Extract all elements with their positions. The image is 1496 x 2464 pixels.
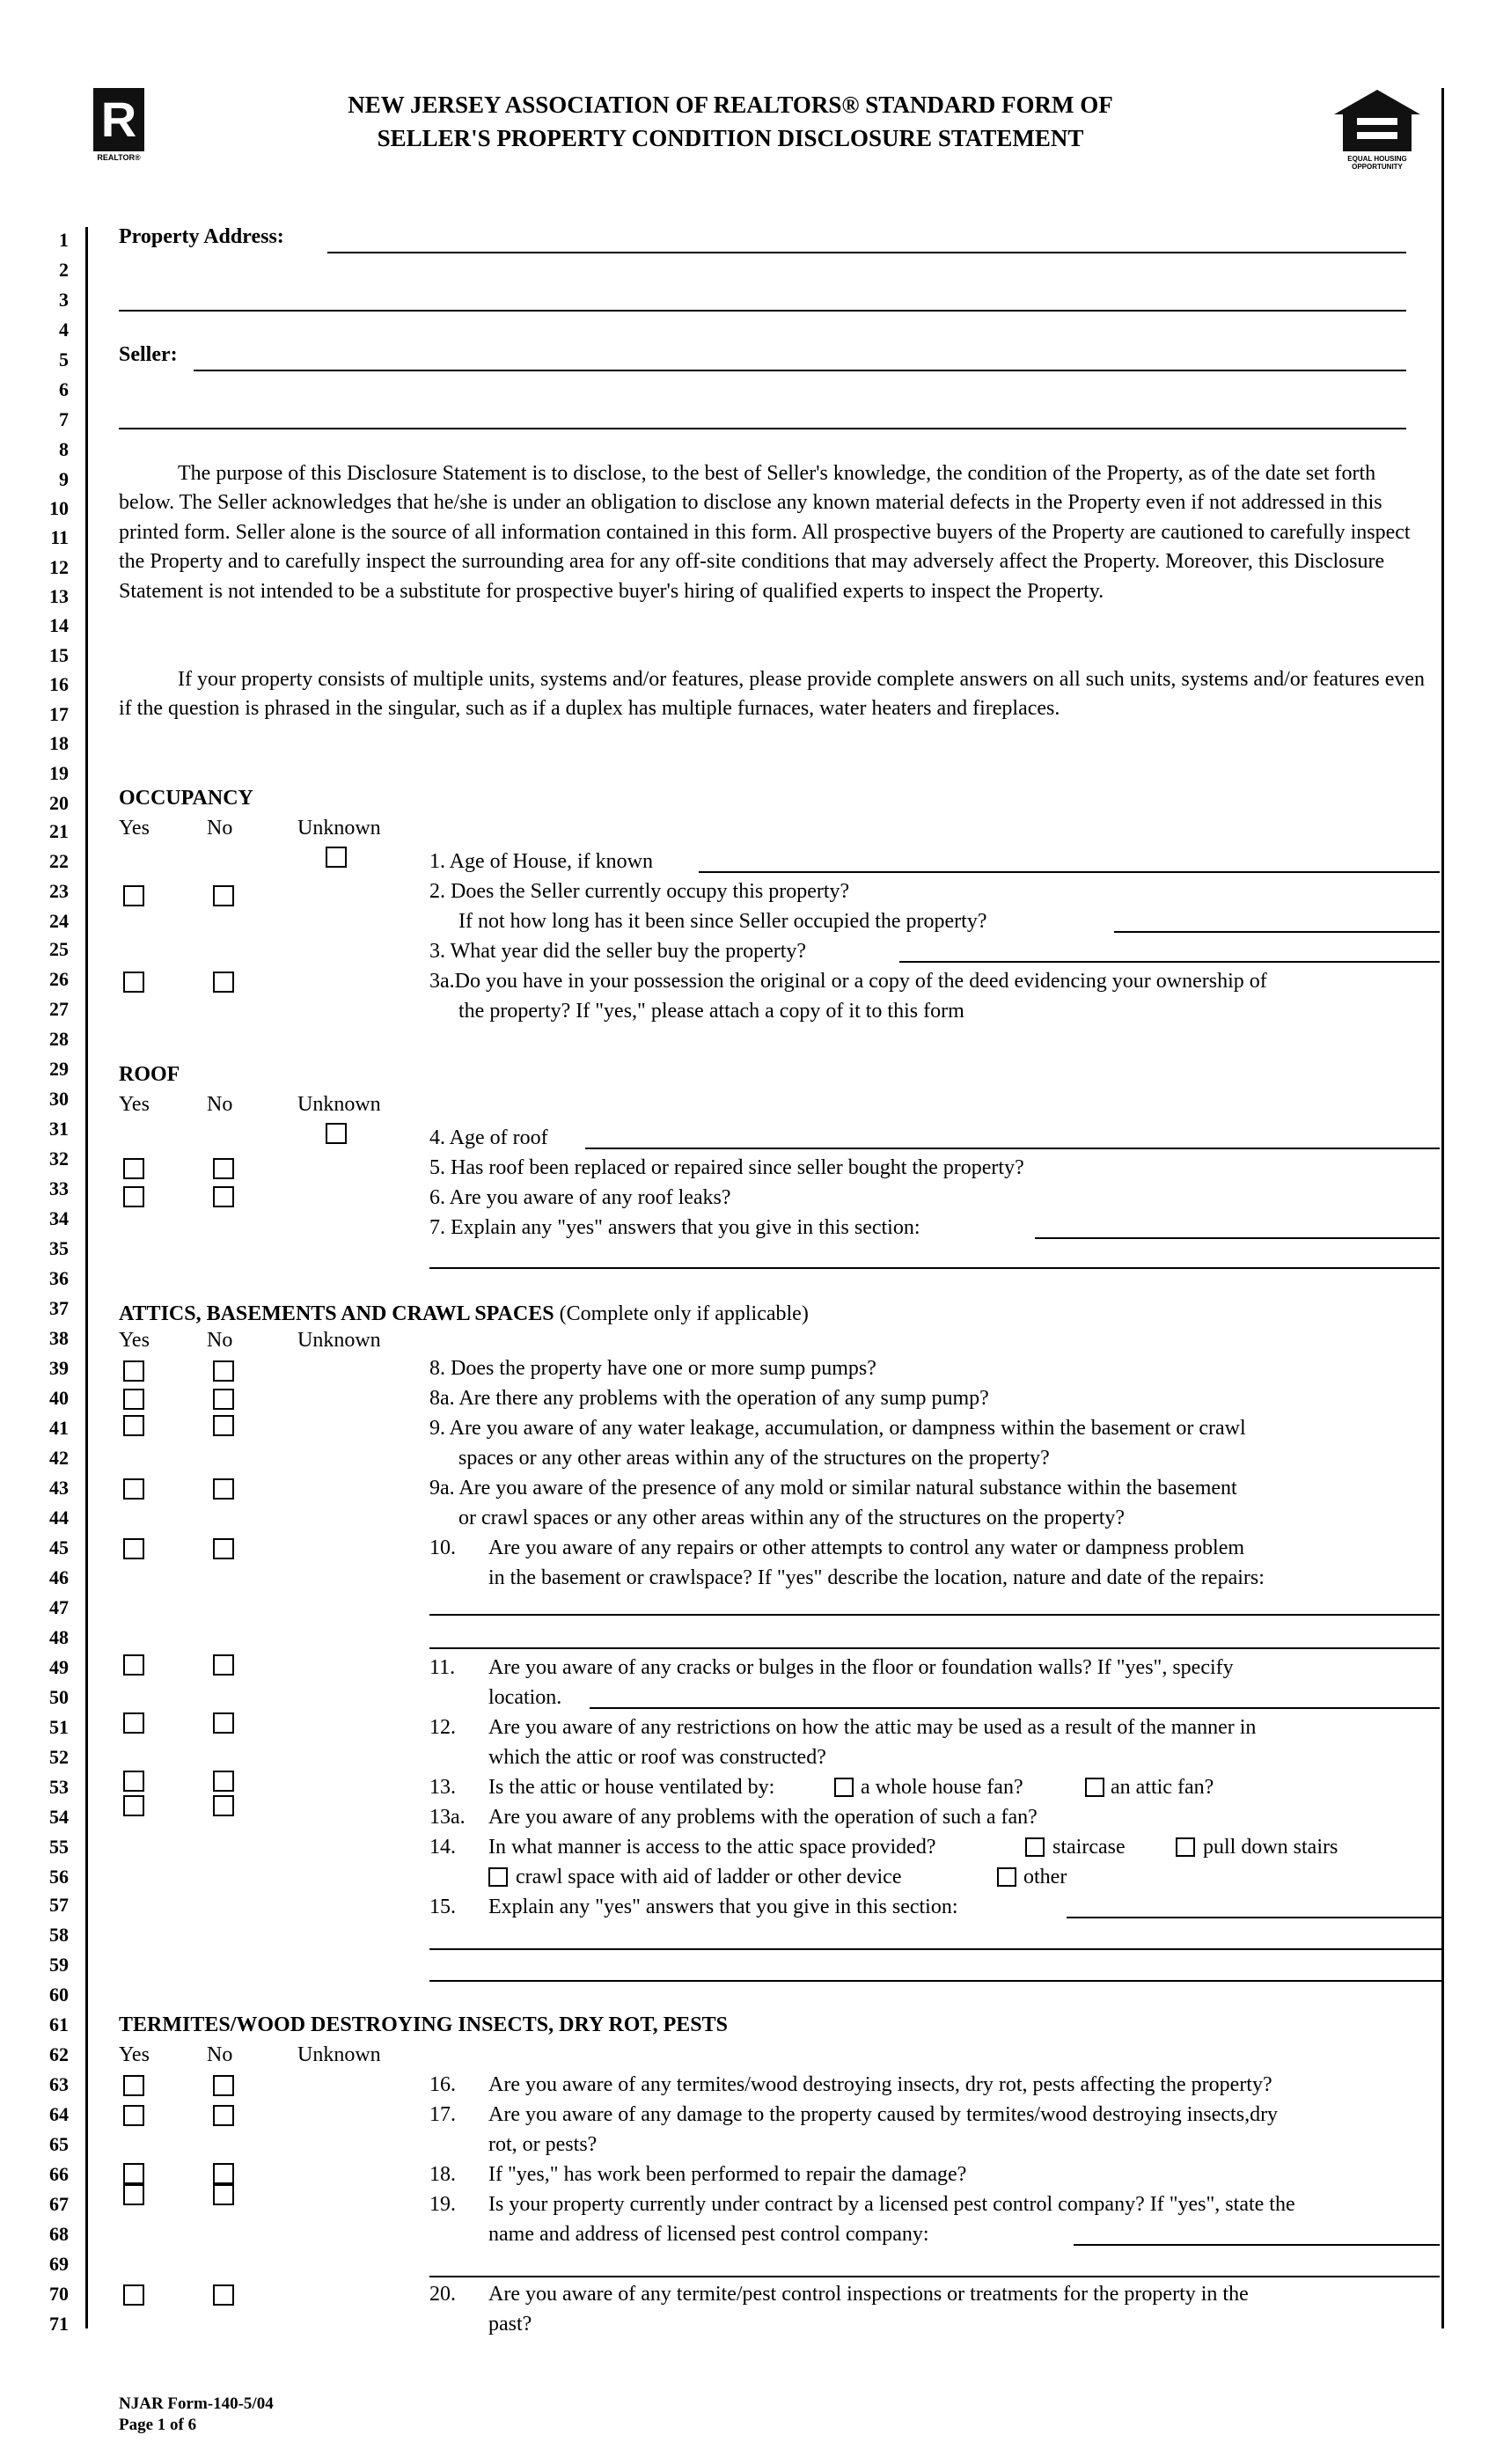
q6-yes-checkbox[interactable]	[123, 1186, 144, 1207]
q19-number: 19.	[429, 2193, 456, 2216]
line-number: 63	[49, 2073, 69, 2095]
q4-answer-line[interactable]	[585, 1148, 1440, 1149]
q2b-text: If not how long has it been since Seller occupied the property?	[458, 910, 987, 933]
line-number: 38	[49, 1327, 69, 1349]
line-number: 30	[49, 1088, 69, 1110]
line-number: 8	[59, 438, 69, 460]
line-number: 12	[49, 556, 69, 578]
q13-no-checkbox[interactable]	[213, 1771, 234, 1792]
line-number: 1	[59, 229, 69, 251]
q10-text-2: in the basement or crawlspace? If "yes" describe the location, nature and date of the repairs:	[488, 1566, 1265, 1589]
q14-opt3-label: crawl space with aid of ladder or other device	[516, 1866, 902, 1888]
col-unknown: Unknown	[297, 817, 381, 840]
property-address-field[interactable]	[327, 252, 1406, 253]
q8-no-checkbox[interactable]	[213, 1360, 234, 1382]
line-number: 24	[49, 910, 69, 932]
line-number: 15	[49, 644, 69, 666]
section-title-occupancy: OCCUPANCY	[119, 787, 253, 810]
q13a-text: Are you aware of any problems with the operation of such a fan?	[488, 1806, 1038, 1829]
q19-answer-line[interactable]	[1074, 2244, 1440, 2246]
q12-no-checkbox[interactable]	[213, 1712, 234, 1734]
line-number: 20	[49, 792, 69, 814]
q7-answer-line-2[interactable]	[429, 1267, 1440, 1269]
col-no: No	[207, 1093, 233, 1116]
line-number: 32	[49, 1148, 69, 1170]
line-number: 3	[59, 289, 69, 311]
q8-text: 8. Does the property have one or more sump pumps?	[429, 1357, 876, 1380]
left-margin-rule	[85, 227, 88, 2328]
q13-yes-checkbox[interactable]	[123, 1771, 144, 1792]
q11-text-1: Are you aware of any cracks or bulges in the floor or foundation walls? If "yes", specify	[488, 1656, 1234, 1679]
section-title-attics-text: ATTICS, BASEMENTS AND CRAWL SPACES	[119, 1302, 554, 1325]
line-number: 52	[49, 1746, 69, 1768]
q3a-text-2: the property? If "yes," please attach a copy of it to this form	[458, 1000, 964, 1023]
q13a-yes-checkbox[interactable]	[123, 1795, 144, 1816]
q10-no-checkbox[interactable]	[213, 1538, 234, 1559]
q10-text-1: Are you aware of any repairs or other attempts to control any water or dampness problem	[488, 1536, 1245, 1559]
col-unknown: Unknown	[297, 1329, 381, 1352]
line-number: 35	[49, 1237, 69, 1259]
q8a-text: 8a. Are there any problems with the operation of any sump pump?	[429, 1387, 989, 1410]
q15-answer-line-2[interactable]	[429, 1948, 1443, 1950]
q18-no-checkbox[interactable]	[213, 2163, 234, 2184]
q14-opt1-label: staircase	[1052, 1836, 1126, 1859]
line-number: 4	[59, 319, 69, 341]
col-unknown: Unknown	[297, 1093, 381, 1116]
q7-text: 7. Explain any "yes" answers that you give in this section:	[429, 1216, 920, 1239]
q16-no-checkbox[interactable]	[213, 2075, 234, 2096]
col-no: No	[207, 1329, 233, 1352]
line-number: 21	[49, 820, 69, 842]
q14-other-checkbox[interactable]	[997, 1867, 1016, 1887]
q3a-yes-checkbox[interactable]	[123, 972, 144, 993]
line-number: 41	[49, 1417, 69, 1439]
q7-answer-line[interactable]	[1035, 1237, 1440, 1239]
q6-no-checkbox[interactable]	[213, 1186, 234, 1207]
line-number: 59	[49, 1954, 69, 1976]
section-title-termites: TERMITES/WOOD DESTROYING INSECTS, DRY ROT, PESTS	[119, 2013, 728, 2036]
q14-pull-down-stairs-checkbox[interactable]	[1176, 1837, 1195, 1857]
q9-no-checkbox[interactable]	[213, 1415, 234, 1436]
section-note-attics: (Complete only if applicable)	[559, 1302, 809, 1325]
q15-answer-line-3[interactable]	[429, 1980, 1443, 1982]
line-number: 18	[49, 732, 69, 754]
q9a-text-2: or crawl spaces or any other areas within any of the structures on the property?	[458, 1507, 1126, 1529]
q11-number: 11.	[429, 1656, 456, 1679]
q13-text: Is the attic or house ventilated by:	[488, 1776, 775, 1799]
line-number: 46	[49, 1566, 69, 1588]
line-number: 57	[49, 1894, 69, 1916]
property-address-field-line-2[interactable]	[119, 310, 1406, 312]
q17-yes-checkbox[interactable]	[123, 2105, 144, 2126]
q19-answer-line-2[interactable]	[429, 2276, 1440, 2277]
q20-text-1: Are you aware of any termite/pest control inspections or treatments for the property in the	[488, 2283, 1249, 2306]
q13-opt1-label: a whole house fan?	[861, 1776, 1023, 1799]
equal-housing-icon	[1331, 88, 1424, 155]
line-number: 54	[49, 1806, 69, 1828]
q19-no-checkbox[interactable]	[213, 2184, 234, 2205]
equal-housing-caption: EQUAL HOUSING OPPORTUNITY	[1347, 155, 1407, 171]
line-number: 27	[49, 998, 69, 1020]
line-number: 69	[49, 2253, 69, 2275]
realtor-logo	[88, 88, 150, 162]
equal-housing-logo	[1331, 88, 1424, 172]
line-number: 14	[49, 614, 69, 636]
q11-text-2: location.	[488, 1686, 562, 1709]
q12-number: 12.	[429, 1716, 456, 1739]
line-number: 9	[59, 468, 69, 490]
q9-yes-checkbox[interactable]	[123, 1415, 144, 1436]
line-number: 36	[49, 1267, 69, 1289]
line-number: 39	[49, 1357, 69, 1379]
q3-answer-line[interactable]	[899, 961, 1440, 963]
q4-text: 4. Age of roof	[429, 1126, 548, 1149]
page-number: Page 1 of 6	[119, 2416, 197, 2434]
seller-field[interactable]	[194, 370, 1406, 371]
intro-paragraph-1: The purpose of this Disclosure Statement is to disclose, to the best of Seller's knowledge, the condition of the Property, as of the date set forth below. The Seller acknowledges that he/she is under an obligation to disclose any known material defects in the Property even if not addressed in this printed form. Seller alone is the source of all information contained in this form. All prospective buyers of the Property are cautioned to carefully inspect the Property and to carefully inspect the surrounding area for any off-site conditions that may adversely affect the Property. Moreover, this Disclosure Statement is not intended to be a substitute for prospective buyer's hiring of qualified experts to inspect the Property.	[119, 462, 1411, 603]
line-number: 16	[49, 673, 69, 695]
property-address-label: Property Address:	[119, 225, 284, 248]
col-yes: Yes	[119, 2043, 150, 2066]
seller-field-line-2[interactable]	[119, 428, 1406, 429]
q19-text-1: Is your property currently under contract by a licensed pest control company? If "yes", state the	[488, 2193, 1295, 2216]
line-number: 22	[49, 850, 69, 872]
line-number: 40	[49, 1387, 69, 1409]
q16-number: 16.	[429, 2073, 456, 2096]
line-number: 50	[49, 1686, 69, 1708]
line-number: 29	[49, 1058, 69, 1080]
q14-crawl-space-checkbox[interactable]	[488, 1867, 508, 1887]
q5-no-checkbox[interactable]	[213, 1158, 234, 1179]
line-number: 11	[50, 526, 69, 548]
q9a-no-checkbox[interactable]	[213, 1478, 234, 1500]
col-no: No	[207, 2043, 233, 2066]
q13a-no-checkbox[interactable]	[213, 1795, 234, 1816]
line-number: 2	[59, 259, 69, 281]
line-number: 10	[49, 497, 69, 519]
line-number: 23	[49, 880, 69, 902]
q3a-text-1: 3a.Do you have in your possession the original or a copy of the deed evidencing your ownership of	[429, 970, 1267, 993]
line-number: 19	[49, 762, 69, 784]
q17-text-1: Are you aware of any damage to the property caused by termites/wood destroying insects,dry	[488, 2103, 1279, 2126]
q14-number: 14.	[429, 1836, 456, 1859]
line-number: 26	[49, 968, 69, 990]
right-margin-rule	[1441, 88, 1444, 2328]
q15-text: Explain any "yes" answers that you give in this section:	[488, 1896, 958, 1918]
q1-text: 1. Age of House, if known	[429, 850, 653, 873]
col-no: No	[207, 817, 233, 840]
q1-answer-line[interactable]	[699, 871, 1440, 873]
q9-text-2: spaces or any other areas within any of the structures on the property?	[458, 1447, 1050, 1470]
line-number: 70	[49, 2283, 69, 2305]
q10-answer-line[interactable]	[429, 1614, 1440, 1616]
q20-yes-checkbox[interactable]	[123, 2284, 144, 2306]
q13a-number: 13a.	[429, 1806, 466, 1829]
q2-yes-checkbox[interactable]	[123, 885, 144, 906]
line-number: 13	[49, 585, 69, 607]
q18-text: If "yes," has work been performed to repair the damage?	[488, 2163, 967, 2186]
form-title-line-2: SELLER'S PROPERTY CONDITION DISCLOSURE STATEMENT	[377, 125, 1084, 151]
q4-unknown-checkbox[interactable]	[326, 1123, 347, 1144]
line-number: 48	[49, 1626, 69, 1648]
q16-yes-checkbox[interactable]	[123, 2075, 144, 2096]
q15-answer-line[interactable]	[1067, 1917, 1443, 1918]
q8a-yes-checkbox[interactable]	[123, 1389, 144, 1410]
q18-number: 18.	[429, 2163, 456, 2186]
q12-text-1: Are you aware of any restrictions on how the attic may be used as a result of the manner in	[488, 1716, 1257, 1739]
q20-number: 20.	[429, 2283, 456, 2306]
q5-text: 5. Has roof been replaced or repaired since seller bought the property?	[429, 1156, 1024, 1179]
q14-staircase-checkbox[interactable]	[1025, 1837, 1045, 1857]
line-number: 65	[49, 2133, 69, 2155]
col-yes: Yes	[119, 817, 150, 840]
line-number: 45	[49, 1536, 69, 1558]
form-id: NJAR Form-140-5/04	[119, 2394, 274, 2413]
line-number: 44	[49, 1507, 69, 1529]
line-number: 56	[49, 1866, 69, 1888]
q18-yes-checkbox[interactable]	[123, 2163, 144, 2184]
q6-text: 6. Are you aware of any roof leaks?	[429, 1186, 731, 1209]
section-title-roof: ROOF	[119, 1063, 180, 1086]
realtor-logo-letter: R	[100, 92, 137, 147]
line-number: 6	[59, 378, 69, 400]
line-number: 58	[49, 1924, 69, 1946]
section-title-attics	[119, 1302, 809, 1327]
line-number: 43	[49, 1477, 69, 1499]
realtor-logo-caption: REALTOR®	[97, 153, 141, 162]
q19-yes-checkbox[interactable]	[123, 2184, 144, 2205]
q10-yes-checkbox[interactable]	[123, 1538, 144, 1559]
q9-text-1: 9. Are you aware of any water leakage, accumulation, or dampness within the basement or crawl	[429, 1417, 1246, 1440]
q1-unknown-checkbox[interactable]	[326, 847, 347, 868]
q8a-no-checkbox[interactable]	[213, 1389, 234, 1410]
line-number: 25	[49, 938, 69, 960]
q13-attic-fan-checkbox[interactable]	[1085, 1778, 1104, 1797]
line-number: 37	[49, 1297, 69, 1319]
line-number: 60	[49, 1984, 69, 2006]
q20-text-2: past?	[488, 2313, 532, 2336]
q11-yes-checkbox[interactable]	[123, 1654, 144, 1676]
form-title-line-1: NEW JERSEY ASSOCIATION OF REALTORS® STANDARD FORM OF	[348, 92, 1113, 118]
q14-opt2-label: pull down stairs	[1203, 1836, 1338, 1859]
line-number: 49	[49, 1656, 69, 1678]
q8-yes-checkbox[interactable]	[123, 1360, 144, 1382]
q20-no-checkbox[interactable]	[213, 2284, 234, 2306]
line-number: 53	[49, 1776, 69, 1798]
q14-text: In what manner is access to the attic space provided?	[488, 1836, 936, 1859]
q3a-no-checkbox[interactable]	[213, 972, 234, 993]
col-unknown: Unknown	[297, 2043, 381, 2066]
intro-paragraph-2: If your property consists of multiple units, systems and/or features, please provide complete answers on all such units, systems and/or features even if the question is phrased in the singular, such as if a duplex has multiple furnaces, water heaters and fireplaces.	[119, 668, 1425, 721]
line-number: 67	[49, 2193, 69, 2215]
q13-opt2-label: an attic fan?	[1111, 1776, 1214, 1799]
line-number: 61	[49, 2013, 69, 2035]
q9a-yes-checkbox[interactable]	[123, 1478, 144, 1500]
col-yes: Yes	[119, 1093, 150, 1116]
q11-no-checkbox[interactable]	[213, 1654, 234, 1676]
line-number: 7	[59, 408, 69, 430]
line-number: 62	[49, 2043, 69, 2065]
line-number: 5	[59, 348, 69, 370]
col-yes: Yes	[119, 1329, 150, 1352]
q13-number: 13.	[429, 1776, 456, 1799]
q15-number: 15.	[429, 1896, 456, 1918]
line-number: 28	[49, 1028, 69, 1050]
line-number: 71	[49, 2313, 69, 2335]
line-number: 47	[49, 1596, 69, 1618]
q13-whole-house-fan-checkbox[interactable]	[834, 1778, 854, 1797]
line-number: 64	[49, 2103, 69, 2125]
q17-no-checkbox[interactable]	[213, 2105, 234, 2126]
q2b-answer-line[interactable]	[1114, 931, 1440, 933]
line-number: 31	[49, 1118, 69, 1140]
q12-text-2: which the attic or roof was constructed?	[488, 1746, 826, 1769]
q17-number: 17.	[429, 2103, 456, 2126]
q10-answer-line-2[interactable]	[429, 1647, 1440, 1649]
q17-text-2: rot, or pests?	[488, 2133, 598, 2156]
q2-text: 2. Does the Seller currently occupy this property?	[429, 880, 850, 903]
q9a-text-1: 9a. Are you aware of the presence of any mold or similar natural substance within the basement	[429, 1477, 1237, 1500]
line-number: 17	[49, 703, 69, 725]
q16-text: Are you aware of any termites/wood destroying insects, dry rot, pests affecting the property?	[488, 2073, 1272, 2096]
q10-number: 10.	[429, 1536, 456, 1559]
line-number: 33	[49, 1177, 69, 1199]
q19-text-2: name and address of licensed pest control company:	[488, 2223, 929, 2246]
line-number: 66	[49, 2163, 69, 2185]
seller-label: Seller:	[119, 343, 178, 366]
q5-yes-checkbox[interactable]	[123, 1158, 144, 1179]
q14-opt4-label: other	[1023, 1866, 1067, 1888]
line-number: 51	[49, 1716, 69, 1738]
line-number: 68	[49, 2223, 69, 2245]
q12-yes-checkbox[interactable]	[123, 1712, 144, 1734]
q3-text: 3. What year did the seller buy the property?	[429, 940, 807, 963]
q2-no-checkbox[interactable]	[213, 885, 234, 906]
line-number: 42	[49, 1447, 69, 1469]
q11-answer-line[interactable]	[590, 1707, 1440, 1709]
line-number: 34	[49, 1207, 69, 1229]
line-number: 55	[49, 1836, 69, 1858]
